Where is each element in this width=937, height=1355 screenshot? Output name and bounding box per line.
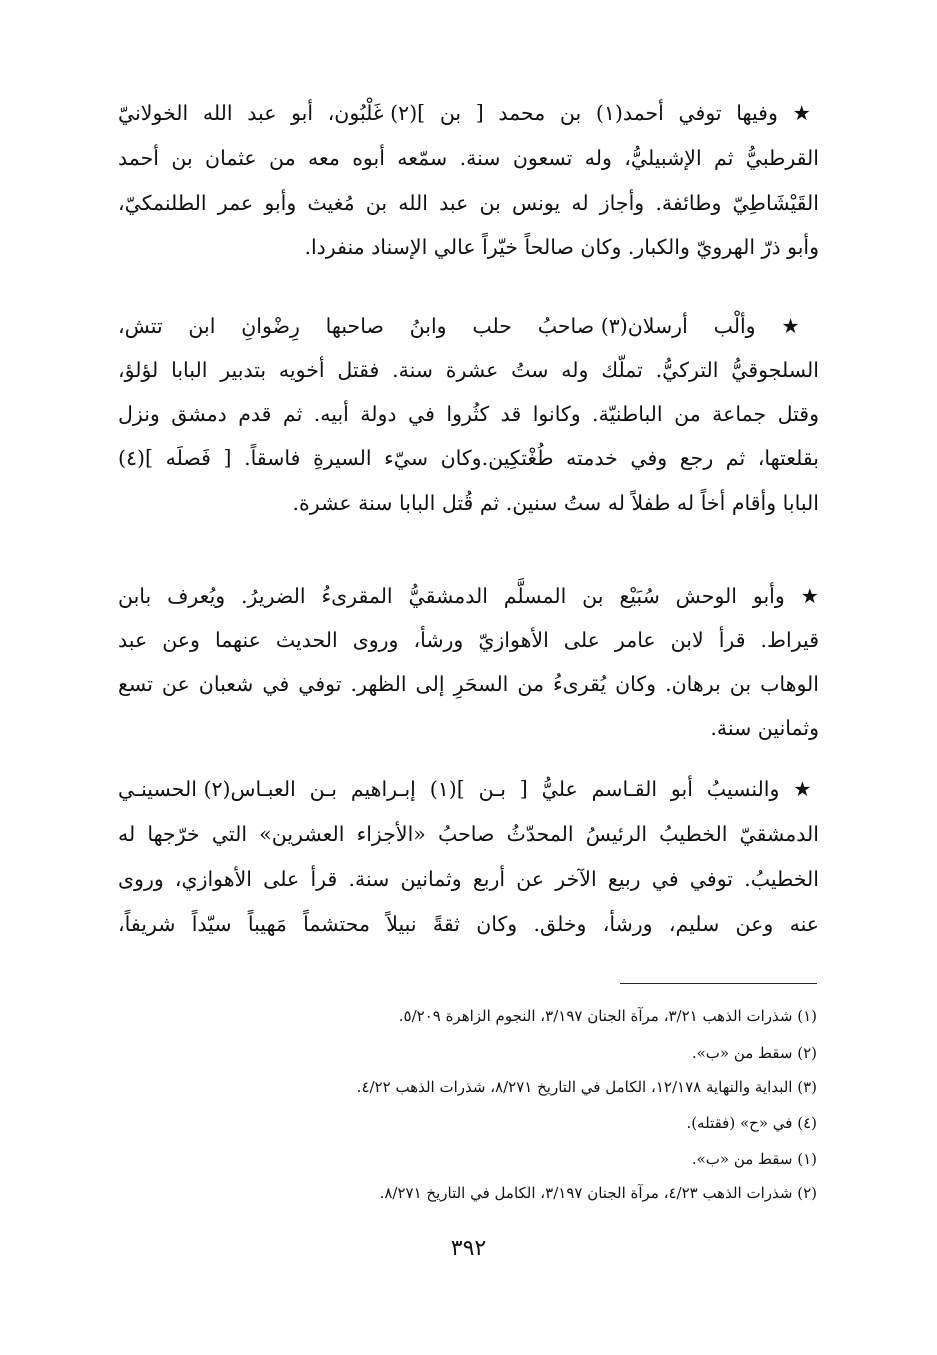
footnote-4: (٤) في «ح» (فقتله). [686,1114,817,1132]
footnote-1: (١) شذرات الذهب ٣/٢١، مرآة الجنان ٣/١٩٧، النجوم الزاهرة ٥/٢٠٩. [398,1007,817,1025]
paragraph-2-line-4: بقلعتها، ثم رجع وفي خدمته طُغْتكِين.وكان سيّء السيرةِ فاسقاً. [ فَصلَه ](٤) [118,446,819,470]
page-number: ٣٩٢ [450,1236,487,1261]
paragraph-4-line-4: عنه وعن سليم، ورشأ، وخلق. وكان ثقةً نبيلاً محتشماً مَهيباً سيّداً شريفاً، [118,912,819,936]
paragraph-2-line-5: البابا وأقام أخاً له طفلاً له ستُ سنين. ثم قُتل البابا سنة عشرة. [292,491,819,515]
paragraph-1-line-1: ★ وفيها توفي أحمد(١) بن محمد [ بن ](٢) غَلْبُون، أبو عبد الله الخولانيّ [118,101,819,125]
paragraph-2-line-1: ★ وألْب أرسلان(٣) صاحبُ حلب وابنُ صاحبها رِضْوانِ ابن تتش، [118,314,819,338]
paragraph-4-line-2: الدمشقيّ الخطيبُ الرئيسُ المحدّثُ صاحبُ «الأجزاء العشرين» التي خرّجها له [118,822,819,846]
paragraph-3-line-1: ★ وأبو الوحش سُبَيْع بن المسلَّم الدمشقيُّ المقرىءُ الضريرُ. ويُعرف بابن [118,584,819,608]
paragraph-2-line-3: وقتل جماعة من الباطنيّة. وكانوا قد كثُروا في دولة أبيه. ثم قدم دمشق ونزل [118,402,819,426]
paragraph-2-line-2: السلجوقيُّ التركيُّ. تملّك وله ستُ عشرة سنة. فقتل أخويه بتدبير البابا لؤلؤ، [118,358,819,382]
paragraph-4-line-1: ★ والنسيبُ أبو القـاسم عليُّ [ بـن ](١) إبـراهيم بـن العبـاس(٢) الحسينـي [118,777,819,801]
footnote-separator [620,983,817,984]
paragraph-1-line-2: القرطبيُّ ثم الإشبيليُّ، وله تسعون سنة. سمّعه أبوه معه من عثمان بن أحمد [118,146,819,170]
footnote-5: (١) سقط من «ب». [691,1150,817,1168]
footnote-3: (٣) البداية والنهاية ١٢/١٧٨، الكامل في التاريخ ٨/٢٧١، شذرات الذهب ٤/٢٢. [356,1078,817,1096]
paragraph-3-line-3: الوهاب بن برهان. وكان يُقرىءُ من السحَرِ إلى الظهر. توفي في شعبان عن تسع [118,672,819,696]
footnote-6: (٢) شذرات الذهب ٤/٢٣، مرآة الجنان ٣/١٩٧، الكامل في التاريخ ٨/٢٧١. [379,1184,817,1202]
footnote-2: (٢) سقط من «ب». [691,1044,817,1062]
paragraph-3-line-4: وثمانين سنة. [710,716,819,740]
paragraph-3-line-2: قيراط. قرأ لابن عامر على الأهوازيّ ورشأ، وروى الحديث عنهما وعن عبد [118,628,819,652]
paragraph-1-line-3: القَيْشَاطِيّ وطائفة. وأجاز له يونس بن عبد الله بن مُغيث وأبو عمر الطلنمكيّ، [118,191,819,215]
paragraph-1-line-4: وأبو ذرّ الهرويّ والكبار. وكان صالحاً خيّراً عالي الإسناد منفردا. [304,235,819,259]
paragraph-4-line-3: الخطيبُ. توفي في ربيع الآخر عن أربع وثمانين سنة. قرأ على الأهوازي، وروى [118,867,819,891]
